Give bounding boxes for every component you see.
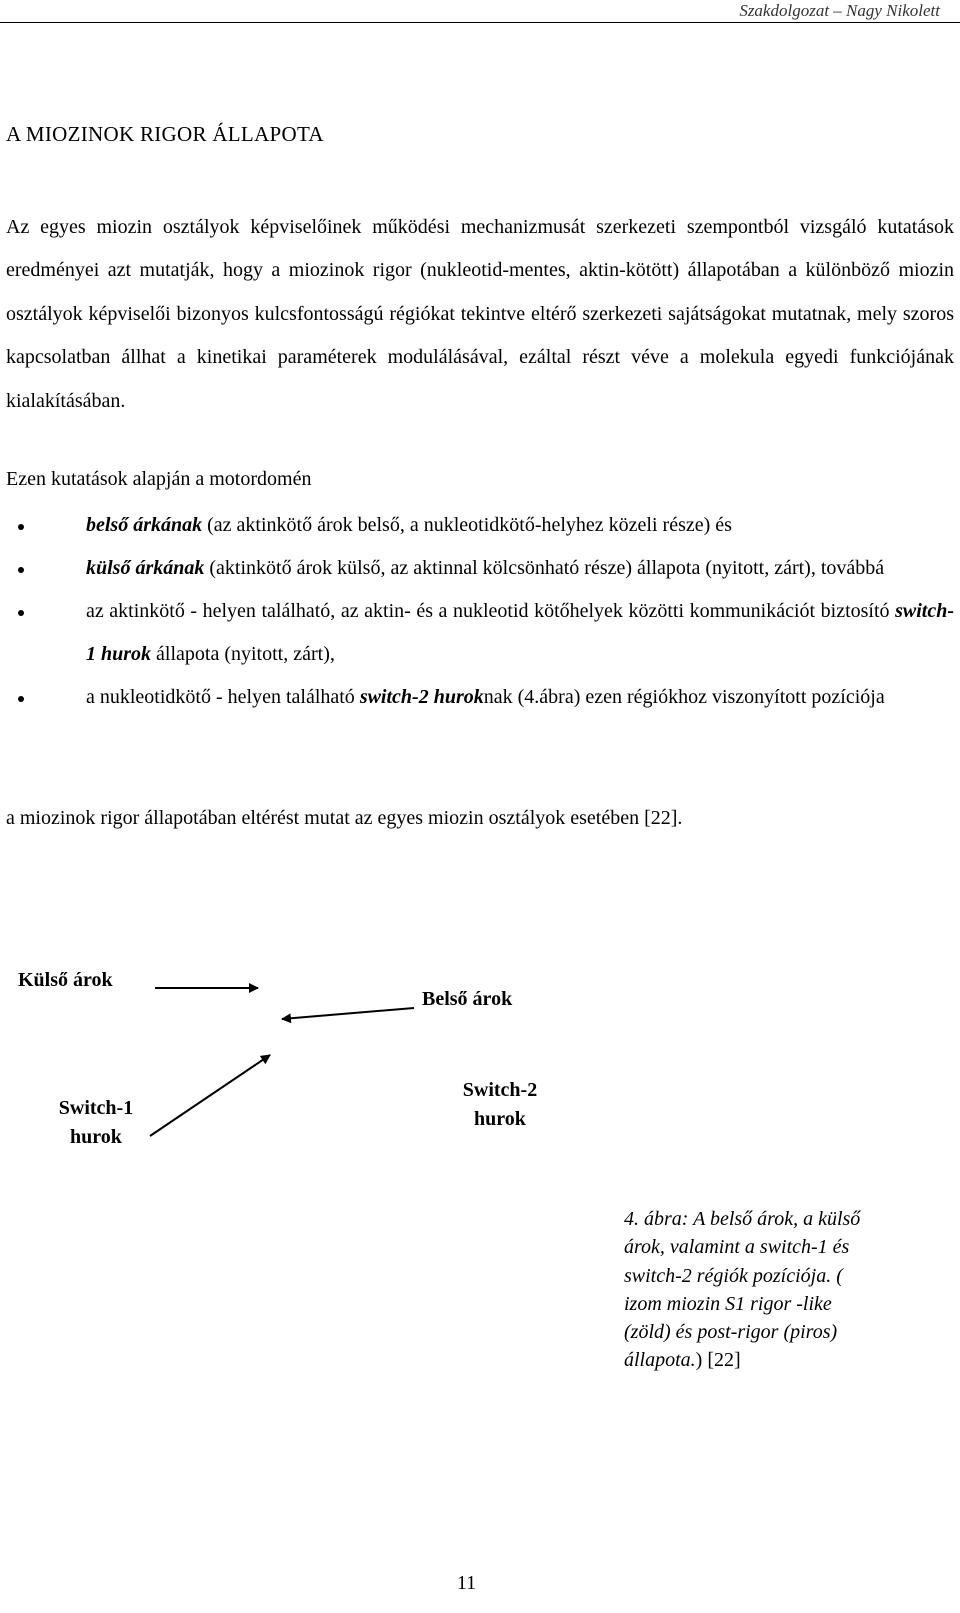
figure-caption-ref: ) [22] — [695, 1349, 741, 1372]
label-switch-2-line1: Switch-2 — [462, 1079, 538, 1101]
intro-paragraph: Az egyes miozin osztályok képviselőinek működési mechanizmusát szerkezeti szempontból vizsgáló kutatások eredményei azt mutatják, hogy a miozinok rigor (nukleotid-mentes, aktin-kötött) állapotában a különböző miozin osztályok képviselői bizonyos kulcsfontosságú régiókat tekintve eltérő szerkezeti sajátságokat mutatnak, mely szoros kapcsolatban állhat a kinetikai paraméterek modulálásával, ezáltal részt véve a molekula egyedi funkciójának kialakításában. — [6, 216, 954, 412]
list-item-text: állapota (nyitott, zárt), — [151, 643, 335, 665]
label-switch-2-line2: hurok — [474, 1108, 526, 1130]
list-item-text: nak (4.ábra) ezen régiókhoz viszonyított pozíciója — [483, 686, 885, 708]
list-item-term: külső árkának — [86, 557, 205, 579]
label-kulso-arok: Külső árok — [18, 969, 113, 991]
arrow-to-belso — [282, 1008, 414, 1019]
running-header: Szakdolgozat – Nagy Nikolett — [739, 1, 940, 20]
list-item-text: (az aktinkötő árok belső, a nukleotidkötő-helyhez közeli része) és — [202, 514, 732, 536]
label-switch-1-line1: Switch-1 — [58, 1097, 134, 1119]
figure-caption — [624, 1205, 874, 1375]
lead-sentence: Ezen kutatások alapján a motordomén — [6, 468, 312, 490]
conclusion-sentence: a miozinok rigor állapotában eltérést mutat az egyes miozin osztályok esetében [22]. — [6, 807, 683, 829]
arrow-switch1 — [150, 1055, 270, 1136]
page-number: 11 — [456, 1572, 477, 1594]
list-item-text: (aktinkötő árok külső, az aktinnal kölcsönható része) állapota (nyitott, zárt), továbbá — [204, 557, 885, 579]
section-title: A MIOZINOK RIGOR ÁLLAPOTA — [6, 122, 324, 146]
list-item-prefix: a nukleotidkötő - helyen található — [86, 686, 360, 708]
list-item-term: switch-2 hurok — [359, 686, 484, 708]
label-switch-1-line2: hurok — [70, 1126, 122, 1148]
list-item-prefix: az aktinkötő - helyen található, az aktin- és a nukleotid kötőhelyek közötti kommunikációt biztosító — [86, 600, 896, 622]
list-item-term: belső árkának — [86, 514, 203, 536]
figure-caption-text: 4. ábra: A belső árok, a külső árok, valamint a switch-1 és switch-2 régiók pozíciója. ( izom miozin S1 rigor -like (zöld) és post-rigor (piros) állapota. — [624, 1208, 861, 1372]
list-item-term: switch-1 hurok — [86, 600, 954, 665]
label-belso-arok: Belső árok — [422, 988, 513, 1010]
